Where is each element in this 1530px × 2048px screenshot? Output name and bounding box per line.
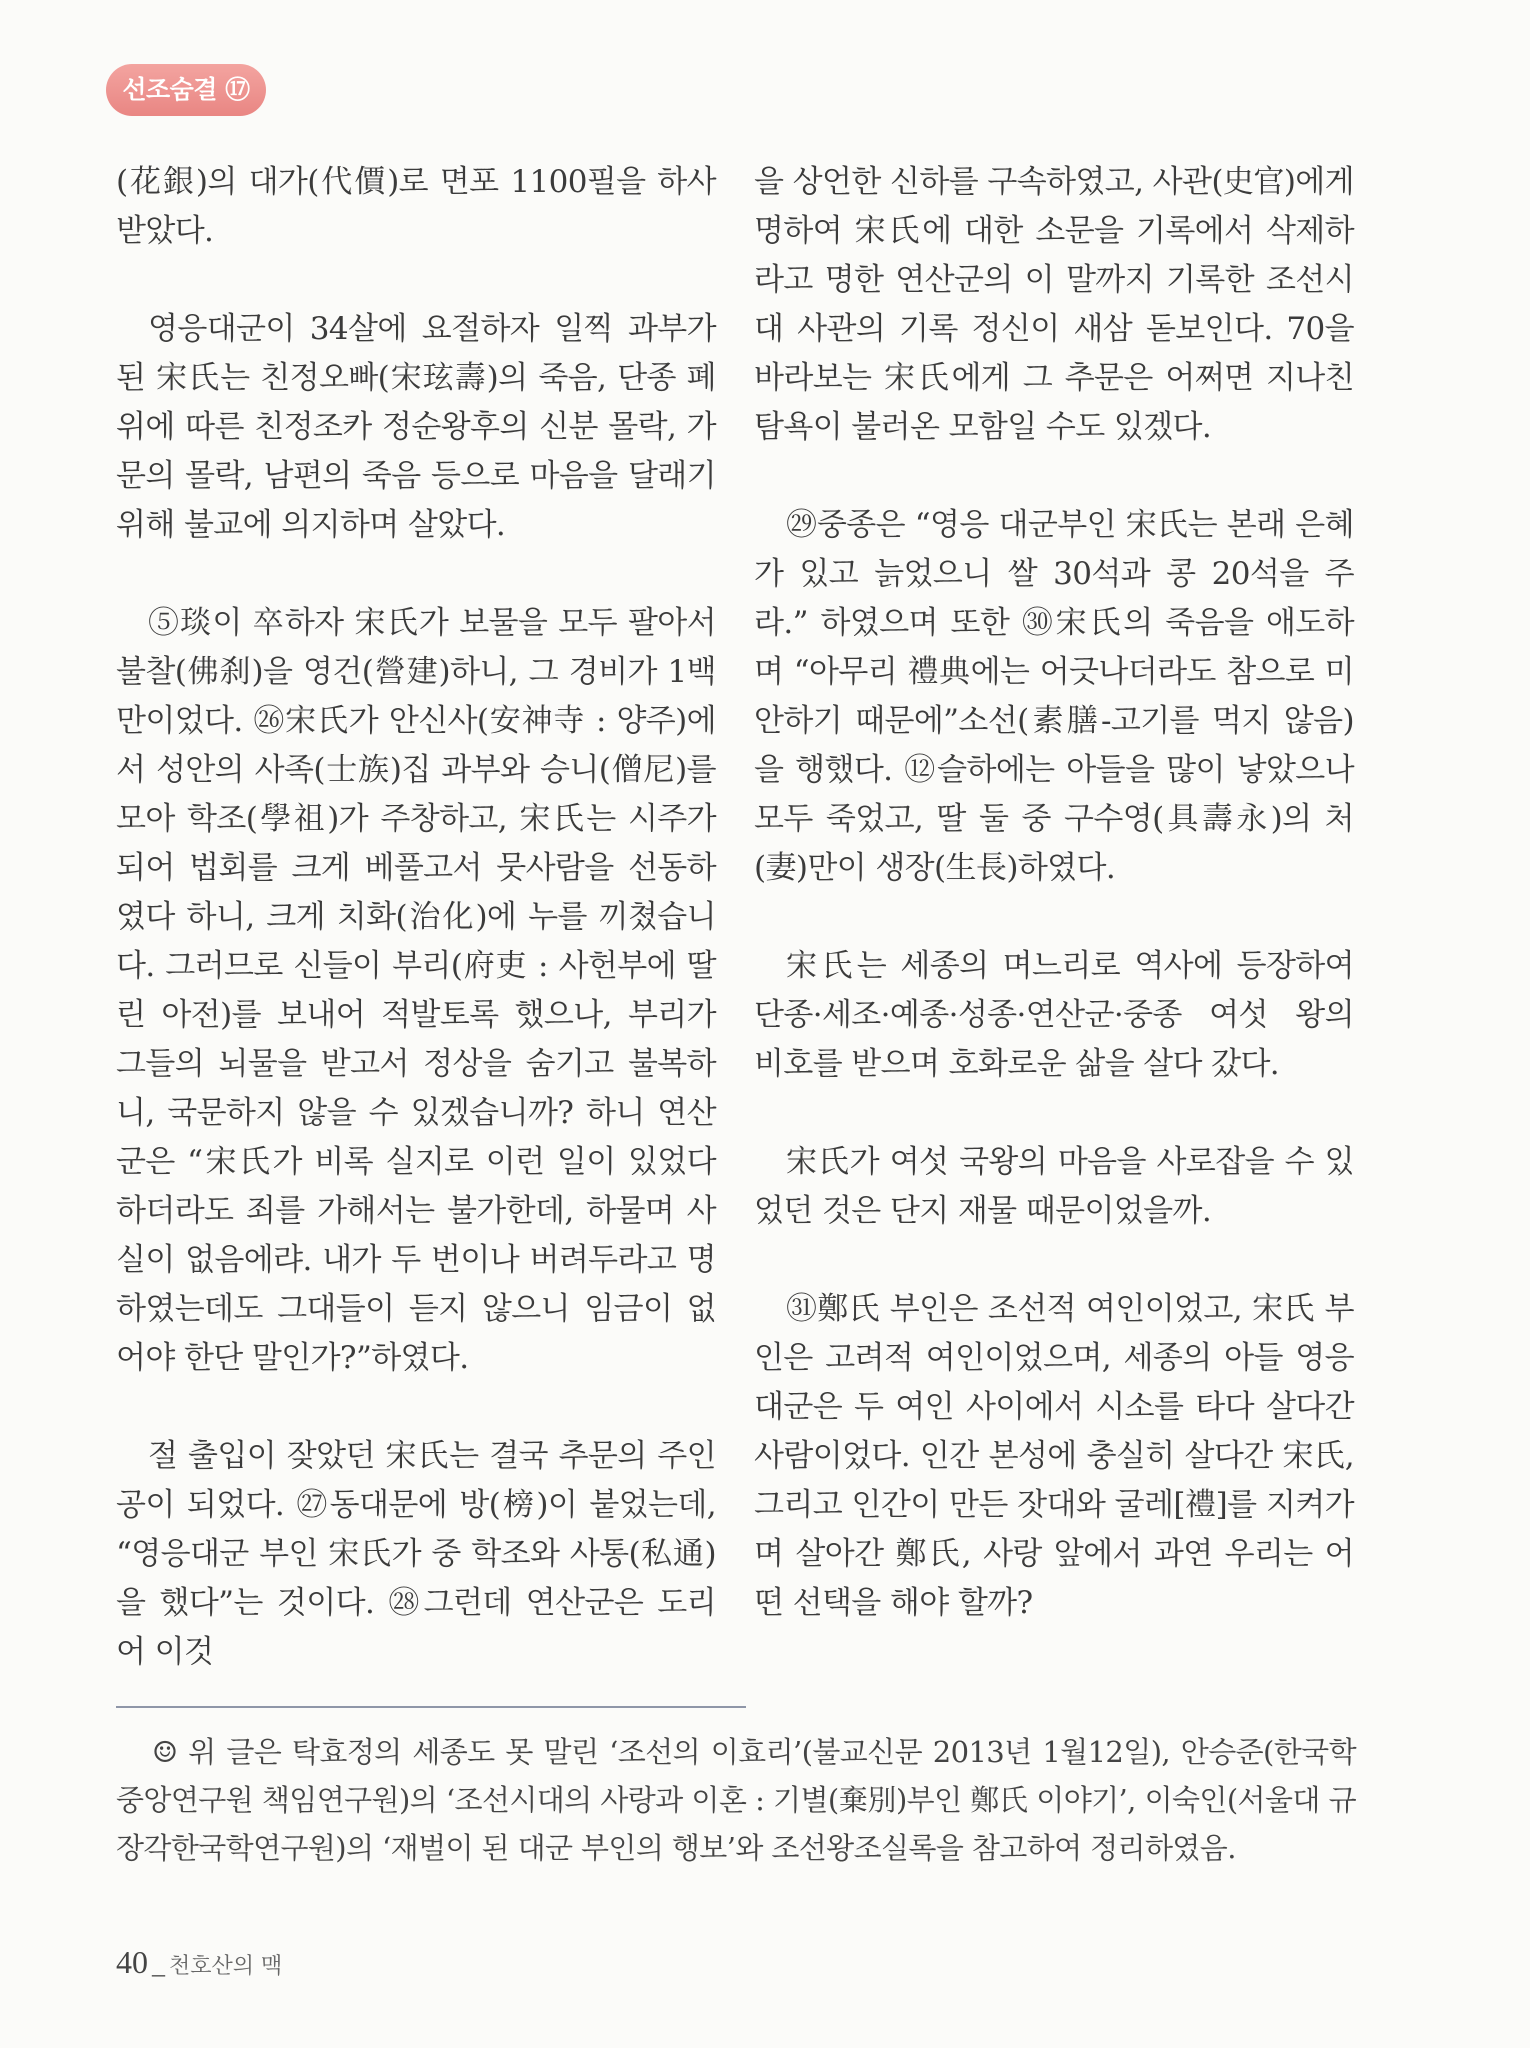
section-badge: 선조숨결 ⑰ — [106, 64, 266, 116]
page-footer — [116, 1944, 282, 1981]
right-paragraph-4: 宋氏가 여섯 국왕의 마음을 사로잡을 수 있었던 것은 단지 재물 때문이었을까. — [754, 1144, 1354, 1229]
magazine-name: 천호산의 맥 — [169, 1954, 283, 1979]
left-paragraph-3: ⑤琰이 卒하자 宋氏가 보물을 모두 팔아서 불찰(佛刹)을 영건(營建)하니, 그 경비가 1백만이었다. ㉖宋氏가 안신사(安神寺 : 양주)에서 성안의 사족(士族)집 과부와 승니(僧尼)를 모아 학조(學祖)가 주창하고, 宋氏는 시주가 되어 법회를 크게 베풀고서 뭇사람을 선동하였다 하니, 크게 치화(治化)에 누를 끼쳤습니다. 그러므로 신들이 부리(府吏 : 사헌부에 딸린 아전)를 보내어 적발토록 했으나, 부리가 그들의 뇌물을 받고서 정상을 숨기고 불복하니, 국문하지 않을 수 있겠습니까? 하니 연산군은 “宋氏가 비록 실지로 이런 일이 있었다 하더라도 죄를 가해서는 불가한데, 하물며 사실이 없음에랴. 내가 두 번이나 버려두라고 명하였는데도 그대들이 듣지 않으니 임금이 없어야 한단 말인가?”하였다. — [116, 605, 716, 1376]
right-paragraph-1: 을 상언한 신하를 구속하였고, 사관(史官)에게 명하여 宋氏에 대한 소문을 기록에서 삭제하라고 명한 연산군의 이 말까지 기록한 조선시대 사관의 기록 정신이 새삼 돋보인다. 70을 바라보는 宋氏에게 그 추문은 어쩌면 지나친 탐욕이 불러온 모함일 수도 있겠다. — [754, 164, 1354, 445]
footer-separator: _ — [152, 1950, 165, 1979]
right-paragraph-5: ㉛鄭氏 부인은 조선적 여인이었고, 宋氏 부인은 고려적 여인이었으며, 세종의 아들 영응대군은 두 여인 사이에서 시소를 타다 살다간 사람이었다. 인간 본성에 충실히 살다간 宋氏, 그리고 인간이 만든 잣대와 굴레[禮]를 지켜가며 살아간 鄭氏, 사랑 앞에서 과연 우리는 어떤 선택을 해야 할까? — [754, 1291, 1354, 1621]
left-paragraph-2: 영응대군이 34살에 요절하자 일찍 과부가 된 宋氏는 친정오빠(宋玹壽)의 죽음, 단종 폐위에 따른 친정조카 정순왕후의 신분 몰락, 가문의 몰락, 남편의 죽음 등으로 마음을 달래기 위해 불교에 의지하며 살았다. — [116, 311, 716, 543]
left-paragraph-4: 절 출입이 잦았던 宋氏는 결국 추문의 주인공이 되었다. ㉗동대문에 방(榜)이 붙었는데, “영응대군 부인 宋氏가 중 학조와 사통(私通)을 했다”는 것이다. ㉘그런데 연산군은 도리어 이것 — [116, 1438, 716, 1670]
page-number: 40 — [116, 1944, 148, 1980]
footnote-divider — [116, 1706, 746, 1708]
right-paragraph-2: ㉙중종은 “영응 대군부인 宋氏는 본래 은혜가 있고 늙었으니 쌀 30석과 콩 20석을 주라.” 하였으며 또한 ㉚宋氏의 죽음을 애도하며 “아무리 禮典에는 어긋나더라도 참으로 미안하기 때문에”소선(素膳-고기를 먹지 않음)을 행했다. ⑫슬하에는 아들을 많이 낳았으나 모두 죽었고, 딸 둘 중 구수영(具壽永)의 처(妻)만이 생장(生長)하였다. — [754, 507, 1354, 886]
left-paragraph-1: (花銀)의 대가(代價)로 면포 1100필을 하사 받았다. — [116, 164, 716, 249]
left-column — [116, 158, 716, 1726]
right-column — [754, 158, 1354, 1677]
footnote-text: ☺ 위 글은 탁효정의 세종도 못 말린 ‘조선의 이효리’(불교신문 2013년 1월12일), 안승준(한국학중앙연구원 책임연구원)의 ‘조선시대의 사랑과 이혼 : 기별(棄別)부인 鄭氏 이야기’, 이숙인(서울대 규장각한국학연구원)의 ‘재벌이 된 대군 부인의 행보’와 조선왕조실록을 참고하여 정리하였음. — [116, 1735, 1356, 1865]
right-paragraph-3: 宋氏는 세종의 며느리로 역사에 등장하여 단종·세조·예종·성종·연산군·중종 여섯 왕의 비호를 받으며 호화로운 삶을 살다 갔다. — [754, 948, 1354, 1082]
